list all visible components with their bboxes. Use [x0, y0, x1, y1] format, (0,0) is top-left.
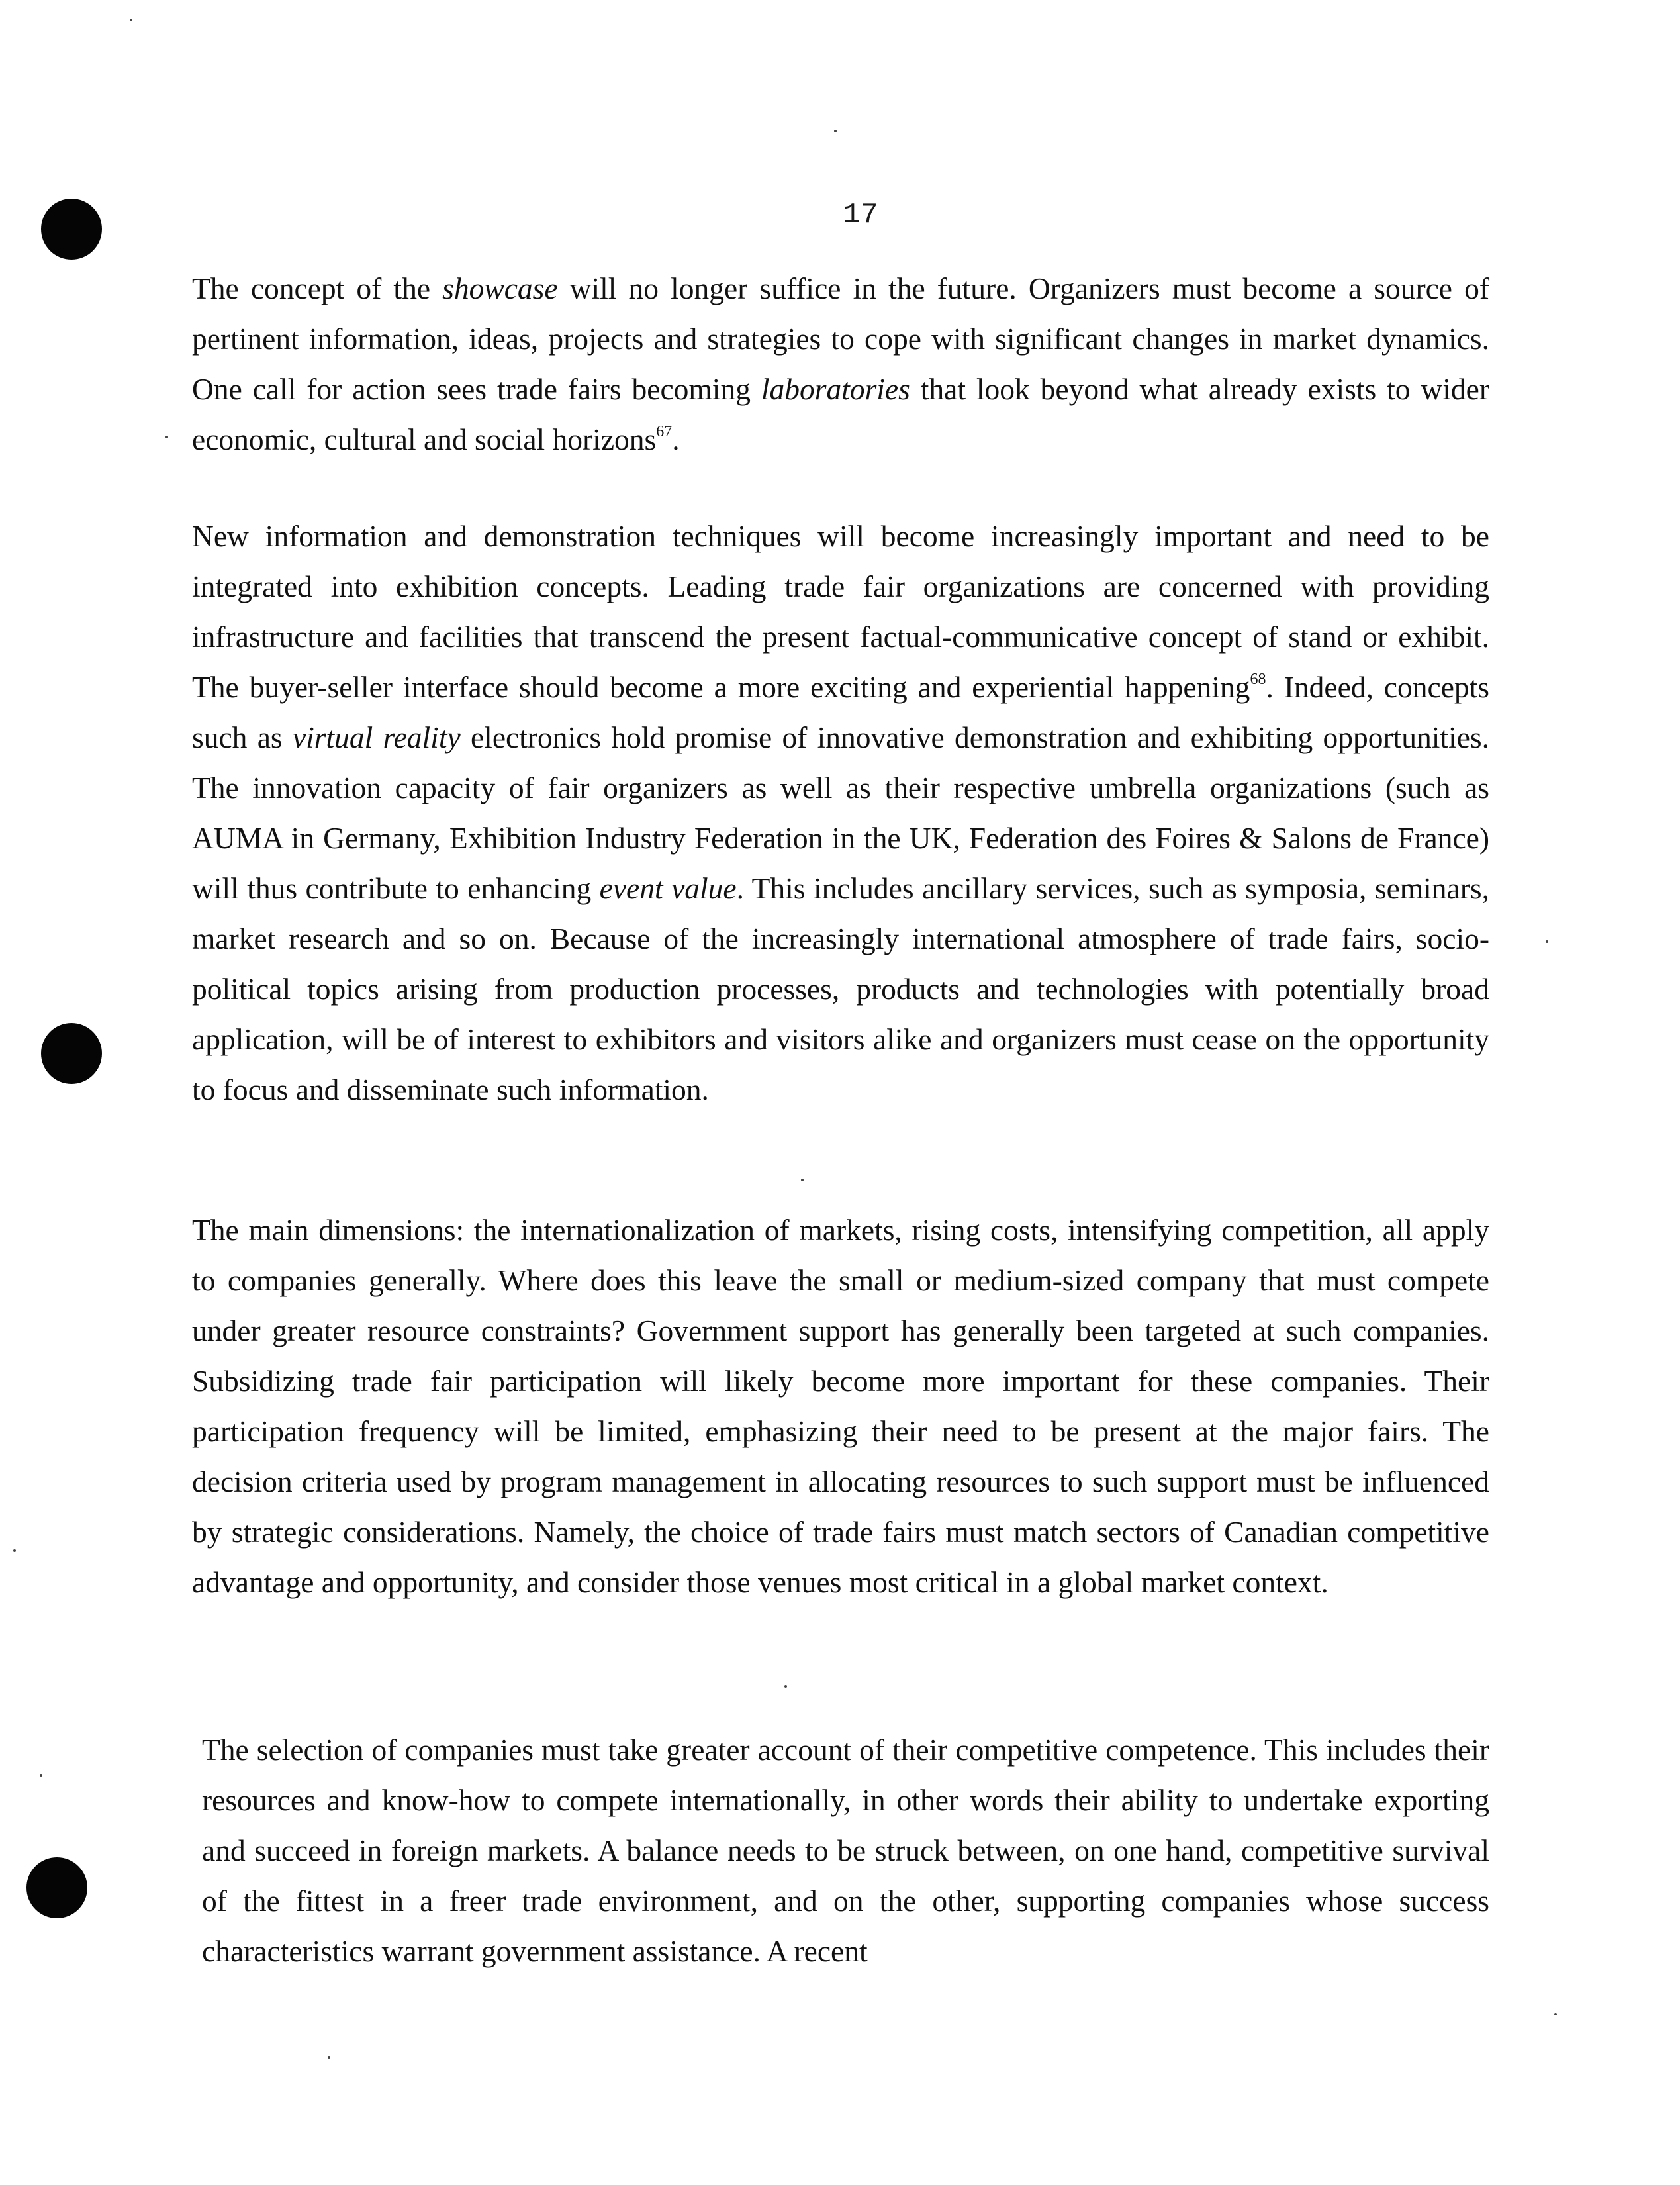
emphasis-laboratories: laboratories — [761, 372, 910, 406]
emphasis-virtual-reality: virtual reality — [292, 720, 461, 754]
page-number: 17 — [843, 199, 878, 232]
footnote-ref-68: 68 — [1250, 671, 1266, 688]
paragraph-text: . This includes ancillary services, such as symposia, seminars, market research and so on. Because of the increasingly international atmosphere of trade fairs, socio-political topics arising from production processes, products and technologies with potentially broad application, will be of interest to exhibitors and visitors alike and organizers must cease on the opportunity to focus and disseminate such information. — [192, 871, 1489, 1106]
paragraph-demonstration-techniques — [192, 511, 1489, 1115]
emphasis-event-value: event value — [599, 871, 737, 905]
footnote-ref-67: 67 — [656, 423, 673, 440]
paragraph-text: . Indeed, concepts such as — [192, 670, 1489, 754]
scan-speck — [784, 1685, 787, 1688]
paragraph-selection-of-companies: The selection of companies must take greater account of their competitive competence. This includes their resources and know-how to compete internationally, in other words their ability to undertake exporting and succeed in foreign markets. A balance needs to be struck between, on one hand, competitive survival of the fittest in a freer trade environment, and on the other, supporting companies whose success characteristics warrant government assistance. A recent — [202, 1733, 1489, 1968]
scan-speck — [165, 436, 168, 438]
scan-speck — [130, 19, 132, 21]
paragraph-showcase — [192, 264, 1489, 465]
paragraph-main-dimensions: The main dimensions: the internationalization of markets, rising costs, intensifying competition, all apply to companies generally. Where does this leave the small or medium-sized company that must compete under greater resource constraints? Government support has generally been targeted at such companies. Subsidizing trade fair participation will likely become more important for these companies. Their participation frequency will be limited, emphasizing their need to be present at the major fairs. The decision criteria used by program management in allocating resources to such support must be influenced by strategic considerations. Namely, the choice of trade fairs must match sectors of Canadian competitive advantage and opportunity, and consider those venues most critical in a global market context. — [192, 1213, 1489, 1599]
paragraph-text: The concept of the — [192, 271, 443, 305]
emphasis-showcase: showcase — [442, 271, 558, 305]
punch-hole — [41, 199, 102, 260]
scan-speck — [1554, 2013, 1557, 2015]
scan-speck — [13, 1549, 16, 1552]
punch-hole — [26, 1857, 87, 1918]
paragraph-text: will no longer suffice in the future. Organizers must become a source of pertinent information, ideas, projects and strategies to cope with significant changes in market dynamics. One call for action sees trade fairs becoming — [192, 271, 1490, 406]
scan-speck — [834, 130, 837, 132]
punch-hole — [41, 1023, 102, 1084]
scan-speck — [40, 1774, 42, 1777]
scan-speck — [1546, 940, 1548, 943]
paragraph-text: New information and demonstration techniques will become increasingly important and need to be integrated into exhibition concepts. Leading trade fair organizations are concerned with providing infrastructure and facilities that transcend the present factual-communicative concept of stand or exhibit. The buyer-seller interface should become a more exciting and experiential happening — [192, 519, 1489, 704]
paragraph-text: that look beyond what already exists to wider economic, cultural and social horizons — [192, 372, 1489, 456]
scan-speck — [328, 2056, 330, 2059]
paragraph-text: electronics hold promise of innovative demonstration and exhibiting opportunities. The innovation capacity of fair organizers as well as their respective umbrella organizations (such as AUMA in Germany, Exhibition Industry Federation in the UK, Federation des Foires & Salons de France) will thus contribute to enhancing — [192, 720, 1489, 905]
paragraph-text: . — [672, 422, 680, 456]
scan-speck — [801, 1179, 804, 1181]
